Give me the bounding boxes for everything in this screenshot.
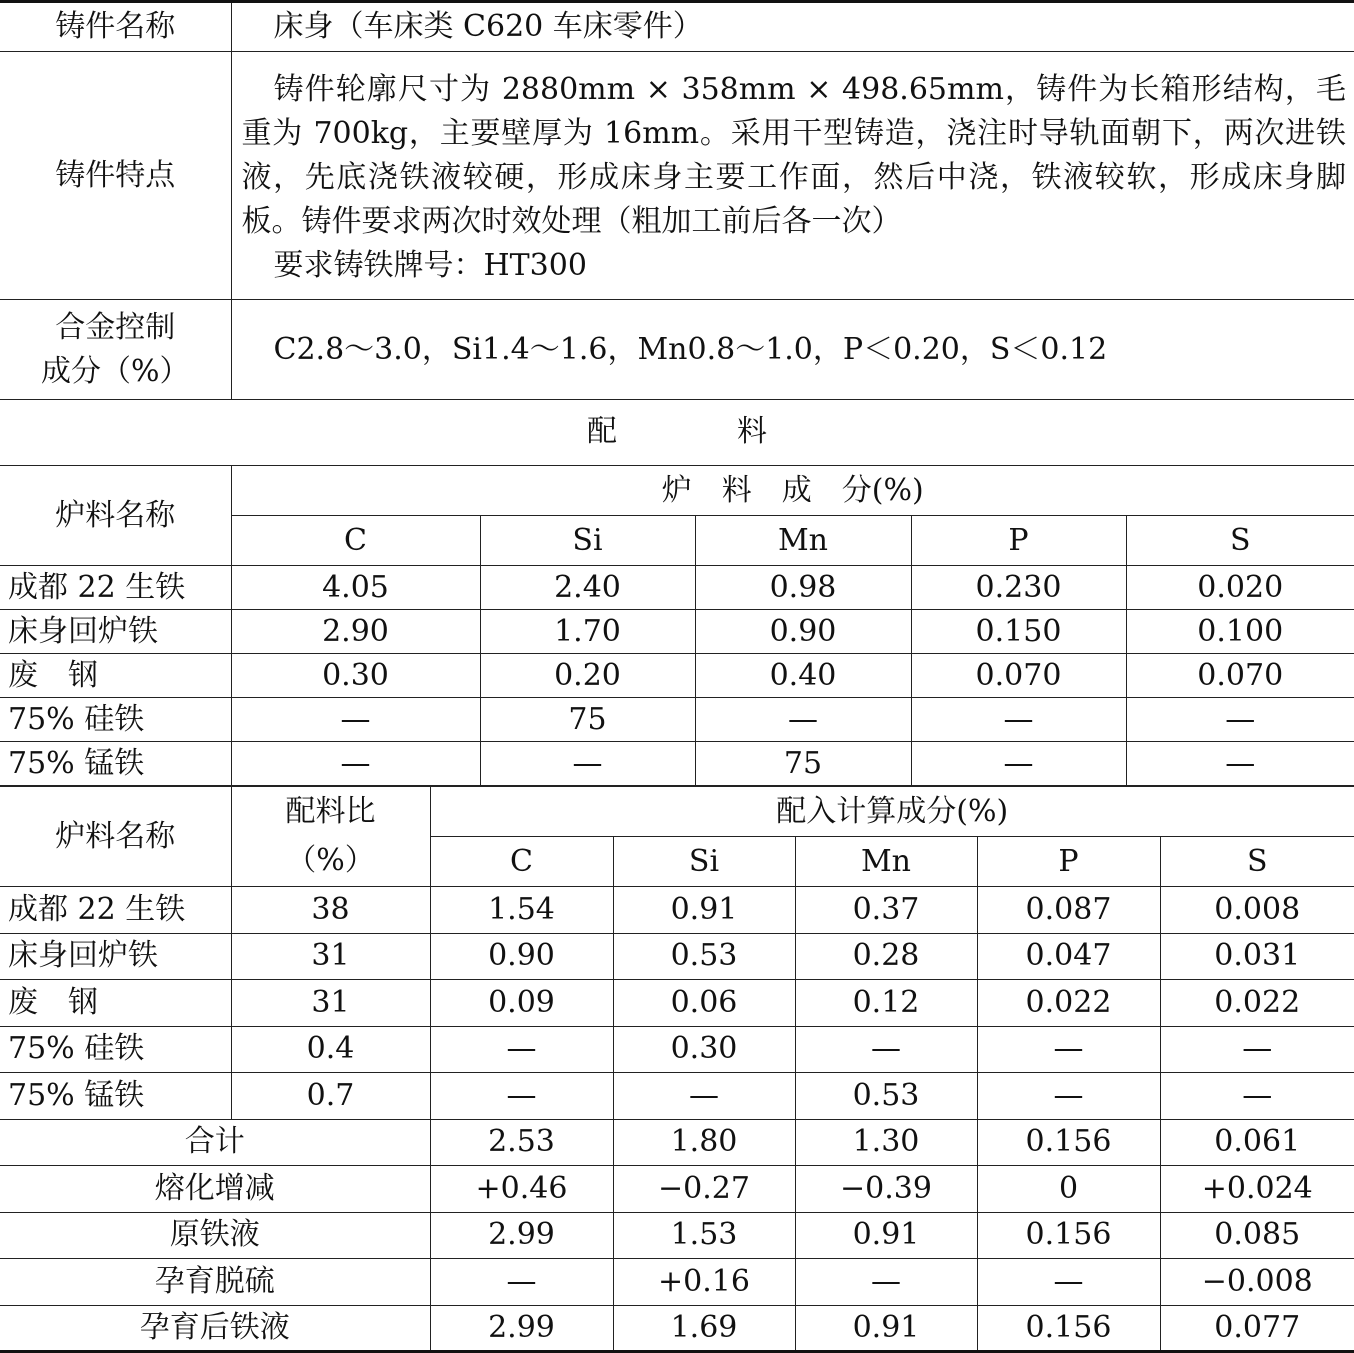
summary-value-cell: +0.024 [1160, 1166, 1354, 1213]
summary-value-cell: 0.156 [977, 1119, 1160, 1166]
charge-row [0, 654, 1354, 698]
summary-value-cell: 0.156 [977, 1212, 1160, 1259]
calc-col-si: Si [613, 837, 795, 887]
charge-value-cell: 0.30 [231, 654, 480, 698]
feature-paragraph: 铸件轮廓尺寸为 2880mm × 358mm × 498.65mm，铸件为长箱形结构，毛重为 700kg，主要壁厚为 16mm。采用干型铸造，浇注时导轨面朝下，两次进铁液，先底浇铁液较硬，形成床身主要工作面，然后中浇，铁液较软，形成床身脚板。铸件要求两次时效处理（粗加工前后各一次） [241, 71, 1346, 239]
alloy-label-line2: 成分（%） [40, 353, 190, 389]
calc-ratio-cell: 31 [231, 933, 430, 980]
calc-value-cell: 0.28 [795, 933, 977, 980]
charge-col-mn: Mn [695, 516, 911, 566]
charge-col-s: S [1126, 516, 1354, 566]
calc-value-cell: 0.087 [977, 887, 1160, 934]
charge-value-cell: 0.100 [1126, 610, 1354, 654]
summary-row [0, 1305, 1354, 1352]
charge-material-name: 成都 22 生铁 [0, 566, 231, 610]
calc-value-cell: 0.91 [613, 887, 795, 934]
calc-value-cell: 0.031 [1160, 933, 1354, 980]
alloy-label-line1: 合金控制 [55, 309, 176, 345]
calc-col-c: C [430, 837, 613, 887]
charge-value-cell: 0.40 [695, 654, 911, 698]
summary-value-cell: — [977, 1259, 1160, 1306]
charge-value-cell: — [480, 742, 695, 786]
calc-value-cell: — [977, 1026, 1160, 1073]
calc-value-cell: 0.09 [430, 980, 613, 1027]
summary-row [0, 1166, 1354, 1213]
calc-material-name: 75% 锰铁 [0, 1073, 231, 1120]
charge-value-cell: — [695, 698, 911, 742]
calc-value-cell: 0.022 [977, 980, 1160, 1027]
charge-value-cell: — [1126, 742, 1354, 786]
calc-ratio-header-1: 配料比 [231, 787, 430, 837]
charge-material-name: 废 钢 [0, 654, 231, 698]
summary-label: 原铁液 [0, 1212, 430, 1259]
calc-value-cell: — [1160, 1026, 1354, 1073]
charge-row [0, 566, 1354, 610]
calc-col-s: S [1160, 837, 1354, 887]
calc-value-cell: — [613, 1073, 795, 1120]
charge-value-cell: 0.150 [911, 610, 1126, 654]
calc-value-cell: — [430, 1026, 613, 1073]
calc-value-cell: 0.53 [795, 1073, 977, 1120]
calc-value-cell: — [1160, 1073, 1354, 1120]
calculated-composition-table [0, 786, 1354, 1353]
summary-value-cell: 1.53 [613, 1212, 795, 1259]
charge-value-cell: 2.90 [231, 610, 480, 654]
calc-row [0, 887, 1354, 934]
calc-value-cell: — [430, 1073, 613, 1120]
calc-group-header: 配入计算成分(%) [430, 787, 1354, 837]
summary-value-cell: — [795, 1259, 977, 1306]
casting-feature-label: 铸件特点 [0, 52, 231, 300]
summary-value-cell: 0.085 [1160, 1212, 1354, 1259]
summary-value-cell: 2.53 [430, 1119, 613, 1166]
calc-row [0, 933, 1354, 980]
calc-ratio-header-2: （%） [231, 837, 430, 887]
summary-row [0, 1212, 1354, 1259]
charge-value-cell: 0.070 [911, 654, 1126, 698]
alloy-value: C2.8～3.0，Si1.4～1.6，Mn0.8～1.0，P＜0.20，S＜0.12 [231, 300, 1354, 400]
casting-name-label: 铸件名称 [0, 2, 231, 52]
charge-row [0, 610, 1354, 654]
charge-value-cell: — [911, 698, 1126, 742]
charge-row [0, 742, 1354, 786]
charge-value-cell: 0.230 [911, 566, 1126, 610]
calc-ratio-cell: 38 [231, 887, 430, 934]
calc-value-cell: 0.008 [1160, 887, 1354, 934]
summary-value-cell: 1.30 [795, 1119, 977, 1166]
charge-value-cell: 0.90 [695, 610, 911, 654]
casting-name-value: 床身（车床类 C620 车床零件） [231, 2, 1354, 52]
calc-value-cell: 0.30 [613, 1026, 795, 1073]
charge-col-si: Si [480, 516, 695, 566]
calc-value-cell: 0.047 [977, 933, 1160, 980]
charge-value-cell: 0.020 [1126, 566, 1354, 610]
charge-value-cell: 1.70 [480, 610, 695, 654]
feature-grade: 要求铸铁牌号：HT300 [273, 247, 587, 283]
calc-value-cell: — [977, 1073, 1160, 1120]
summary-value-cell: 2.99 [430, 1212, 613, 1259]
calc-row [0, 980, 1354, 1027]
calc-ratio-cell: 0.4 [231, 1026, 430, 1073]
calc-value-cell: 0.53 [613, 933, 795, 980]
calc-material-name: 床身回炉铁 [0, 933, 231, 980]
summary-value-cell: −0.008 [1160, 1259, 1354, 1306]
calc-col-mn: Mn [795, 837, 977, 887]
summary-value-cell: +0.16 [613, 1259, 795, 1306]
calc-col-p: P [977, 837, 1160, 887]
summary-label: 熔化增减 [0, 1166, 430, 1213]
summary-value-cell: 0.156 [977, 1305, 1160, 1352]
casting-feature-row [0, 52, 1354, 300]
charge-group-header: 炉 料 成 分(%) [231, 466, 1354, 516]
charge-material-name: 75% 锰铁 [0, 742, 231, 786]
charge-value-cell: 0.20 [480, 654, 695, 698]
charge-row [0, 698, 1354, 742]
summary-value-cell: 0.91 [795, 1305, 977, 1352]
calc-name-header: 炉料名称 [0, 787, 231, 887]
summary-value-cell: −0.27 [613, 1166, 795, 1213]
summary-value-cell: −0.39 [795, 1166, 977, 1213]
summary-row [0, 1259, 1354, 1306]
calc-value-cell: 0.12 [795, 980, 977, 1027]
summary-label: 孕育后铁液 [0, 1305, 430, 1352]
charge-value-cell: — [1126, 698, 1354, 742]
calc-value-cell: 0.06 [613, 980, 795, 1027]
alloy-label [0, 300, 231, 400]
charge-value-cell: 4.05 [231, 566, 480, 610]
charge-col-c: C [231, 516, 480, 566]
charge-value-cell: — [231, 698, 480, 742]
calc-ratio-cell: 0.7 [231, 1073, 430, 1120]
summary-label: 合计 [0, 1119, 430, 1166]
calc-value-cell: 1.54 [430, 887, 613, 934]
charge-col-p: P [911, 516, 1126, 566]
section-title: 配 料 [587, 414, 767, 449]
charge-material-name: 床身回炉铁 [0, 610, 231, 654]
summary-value-cell: 1.69 [613, 1305, 795, 1352]
charge-value-cell: 0.070 [1126, 654, 1354, 698]
summary-label: 孕育脱硫 [0, 1259, 430, 1306]
casting-info-table [0, 0, 1354, 400]
charge-name-header: 炉料名称 [0, 466, 231, 566]
summary-value-cell: 0.91 [795, 1212, 977, 1259]
calc-row [0, 1026, 1354, 1073]
casting-feature-text [231, 52, 1354, 300]
calc-value-cell: 0.37 [795, 887, 977, 934]
summary-value-cell: +0.46 [430, 1166, 613, 1213]
casting-name-row [0, 2, 1354, 52]
calc-material-name: 废 钢 [0, 980, 231, 1027]
summary-value-cell: 0.077 [1160, 1305, 1354, 1352]
charge-composition-table [0, 465, 1354, 786]
charge-value-cell: 2.40 [480, 566, 695, 610]
calc-ratio-cell: 31 [231, 980, 430, 1027]
calc-value-cell: 0.90 [430, 933, 613, 980]
charge-value-cell: — [911, 742, 1126, 786]
calc-material-name: 成都 22 生铁 [0, 887, 231, 934]
charge-value-cell: 0.98 [695, 566, 911, 610]
summary-value-cell: 0.061 [1160, 1119, 1354, 1166]
alloy-row [0, 300, 1354, 400]
calc-row [0, 1073, 1354, 1120]
calc-value-cell: — [795, 1026, 977, 1073]
calc-value-cell: 0.022 [1160, 980, 1354, 1027]
calc-material-name: 75% 硅铁 [0, 1026, 231, 1073]
summary-value-cell: 1.80 [613, 1119, 795, 1166]
charge-material-name: 75% 硅铁 [0, 698, 231, 742]
charge-value-cell: — [231, 742, 480, 786]
summary-value-cell: 0 [977, 1166, 1160, 1213]
summary-value-cell: — [430, 1259, 613, 1306]
charge-value-cell: 75 [695, 742, 911, 786]
summary-row [0, 1119, 1354, 1166]
summary-value-cell: 2.99 [430, 1305, 613, 1352]
charge-value-cell: 75 [480, 698, 695, 742]
